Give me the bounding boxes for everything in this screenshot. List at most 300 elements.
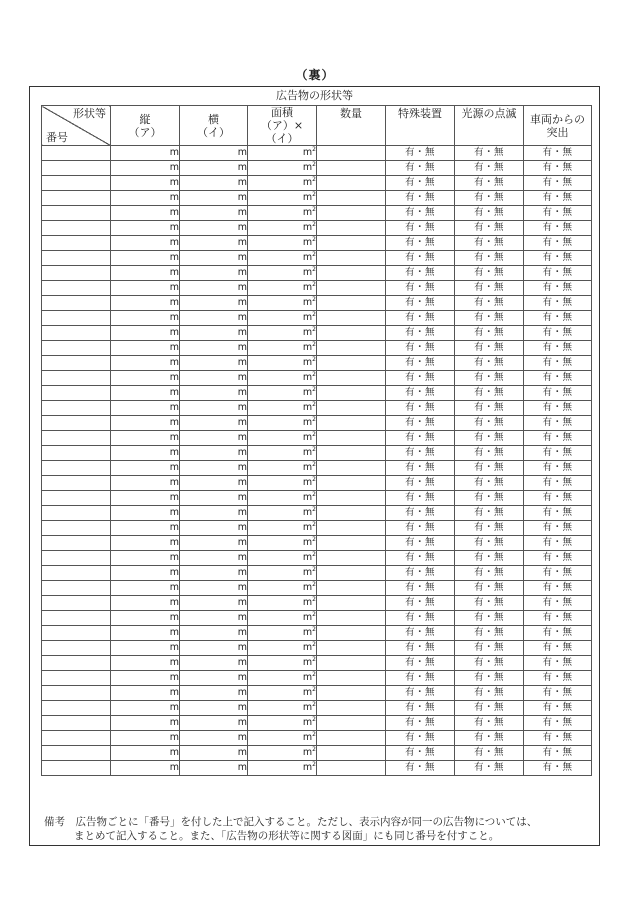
- number-cell[interactable]: [42, 611, 111, 626]
- light-blinking-choice[interactable]: [455, 506, 524, 521]
- light-blinking-choice[interactable]: [455, 266, 524, 281]
- special-device-choice[interactable]: [386, 341, 455, 356]
- area-cell[interactable]: [248, 491, 317, 506]
- height-cell[interactable]: [111, 581, 180, 596]
- vehicle-projection-choice[interactable]: [524, 236, 592, 251]
- height-cell[interactable]: [111, 401, 180, 416]
- special-device-choice[interactable]: [386, 161, 455, 176]
- vehicle-projection-choice[interactable]: [524, 731, 592, 746]
- area-cell[interactable]: [248, 521, 317, 536]
- vehicle-projection-choice[interactable]: [524, 401, 592, 416]
- special-device-choice[interactable]: [386, 326, 455, 341]
- width-cell[interactable]: [180, 506, 248, 521]
- quantity-cell[interactable]: [317, 251, 386, 266]
- light-blinking-choice[interactable]: [455, 671, 524, 686]
- vehicle-projection-choice[interactable]: [524, 176, 592, 191]
- special-device-choice[interactable]: [386, 476, 455, 491]
- special-device-choice[interactable]: [386, 566, 455, 581]
- width-cell[interactable]: [180, 761, 248, 776]
- light-blinking-choice[interactable]: [455, 596, 524, 611]
- area-cell[interactable]: [248, 266, 317, 281]
- light-blinking-choice[interactable]: [455, 641, 524, 656]
- width-cell[interactable]: [180, 386, 248, 401]
- width-cell[interactable]: [180, 236, 248, 251]
- height-cell[interactable]: [111, 341, 180, 356]
- number-cell[interactable]: [42, 686, 111, 701]
- width-cell[interactable]: [180, 461, 248, 476]
- number-cell[interactable]: [42, 341, 111, 356]
- area-cell[interactable]: [248, 176, 317, 191]
- width-cell[interactable]: [180, 311, 248, 326]
- light-blinking-choice[interactable]: [455, 581, 524, 596]
- special-device-choice[interactable]: [386, 656, 455, 671]
- number-cell[interactable]: [42, 491, 111, 506]
- special-device-choice[interactable]: [386, 536, 455, 551]
- width-cell[interactable]: [180, 551, 248, 566]
- height-cell[interactable]: [111, 566, 180, 581]
- special-device-choice[interactable]: [386, 611, 455, 626]
- height-cell[interactable]: [111, 446, 180, 461]
- vehicle-projection-choice[interactable]: [524, 311, 592, 326]
- quantity-cell[interactable]: [317, 266, 386, 281]
- quantity-cell[interactable]: [317, 341, 386, 356]
- number-cell[interactable]: [42, 206, 111, 221]
- height-cell[interactable]: [111, 551, 180, 566]
- special-device-choice[interactable]: [386, 521, 455, 536]
- width-cell[interactable]: [180, 326, 248, 341]
- width-cell[interactable]: [180, 296, 248, 311]
- area-cell[interactable]: [248, 371, 317, 386]
- width-cell[interactable]: [180, 281, 248, 296]
- number-cell[interactable]: [42, 431, 111, 446]
- vehicle-projection-choice[interactable]: [524, 596, 592, 611]
- width-cell[interactable]: [180, 626, 248, 641]
- area-cell[interactable]: [248, 326, 317, 341]
- vehicle-projection-choice[interactable]: [524, 611, 592, 626]
- special-device-choice[interactable]: [386, 281, 455, 296]
- vehicle-projection-choice[interactable]: [524, 296, 592, 311]
- vehicle-projection-choice[interactable]: [524, 626, 592, 641]
- number-cell[interactable]: [42, 221, 111, 236]
- number-cell[interactable]: [42, 311, 111, 326]
- width-cell[interactable]: [180, 701, 248, 716]
- vehicle-projection-choice[interactable]: [524, 536, 592, 551]
- vehicle-projection-choice[interactable]: [524, 191, 592, 206]
- width-cell[interactable]: [180, 581, 248, 596]
- height-cell[interactable]: [111, 761, 180, 776]
- vehicle-projection-choice[interactable]: [524, 371, 592, 386]
- light-blinking-choice[interactable]: [455, 206, 524, 221]
- area-cell[interactable]: [248, 236, 317, 251]
- special-device-choice[interactable]: [386, 596, 455, 611]
- light-blinking-choice[interactable]: [455, 176, 524, 191]
- height-cell[interactable]: [111, 296, 180, 311]
- width-cell[interactable]: [180, 671, 248, 686]
- area-cell[interactable]: [248, 446, 317, 461]
- number-cell[interactable]: [42, 626, 111, 641]
- number-cell[interactable]: [42, 176, 111, 191]
- quantity-cell[interactable]: [317, 221, 386, 236]
- quantity-cell[interactable]: [317, 656, 386, 671]
- light-blinking-choice[interactable]: [455, 251, 524, 266]
- light-blinking-choice[interactable]: [455, 281, 524, 296]
- area-cell[interactable]: [248, 416, 317, 431]
- area-cell[interactable]: [248, 296, 317, 311]
- vehicle-projection-choice[interactable]: [524, 461, 592, 476]
- quantity-cell[interactable]: [317, 401, 386, 416]
- number-cell[interactable]: [42, 551, 111, 566]
- height-cell[interactable]: [111, 266, 180, 281]
- width-cell[interactable]: [180, 266, 248, 281]
- area-cell[interactable]: [248, 611, 317, 626]
- width-cell[interactable]: [180, 251, 248, 266]
- number-cell[interactable]: [42, 476, 111, 491]
- quantity-cell[interactable]: [317, 581, 386, 596]
- vehicle-projection-choice[interactable]: [524, 251, 592, 266]
- number-cell[interactable]: [42, 641, 111, 656]
- quantity-cell[interactable]: [317, 566, 386, 581]
- light-blinking-choice[interactable]: [455, 476, 524, 491]
- vehicle-projection-choice[interactable]: [524, 431, 592, 446]
- area-cell[interactable]: [248, 746, 317, 761]
- width-cell[interactable]: [180, 146, 248, 161]
- light-blinking-choice[interactable]: [455, 236, 524, 251]
- height-cell[interactable]: [111, 701, 180, 716]
- height-cell[interactable]: [111, 161, 180, 176]
- height-cell[interactable]: [111, 251, 180, 266]
- vehicle-projection-choice[interactable]: [524, 341, 592, 356]
- height-cell[interactable]: [111, 611, 180, 626]
- special-device-choice[interactable]: [386, 401, 455, 416]
- quantity-cell[interactable]: [317, 326, 386, 341]
- quantity-cell[interactable]: [317, 701, 386, 716]
- height-cell[interactable]: [111, 221, 180, 236]
- special-device-choice[interactable]: [386, 641, 455, 656]
- number-cell[interactable]: [42, 236, 111, 251]
- special-device-choice[interactable]: [386, 236, 455, 251]
- special-device-choice[interactable]: [386, 731, 455, 746]
- height-cell[interactable]: [111, 746, 180, 761]
- quantity-cell[interactable]: [317, 416, 386, 431]
- special-device-choice[interactable]: [386, 461, 455, 476]
- area-cell[interactable]: [248, 536, 317, 551]
- vehicle-projection-choice[interactable]: [524, 356, 592, 371]
- quantity-cell[interactable]: [317, 176, 386, 191]
- number-cell[interactable]: [42, 461, 111, 476]
- height-cell[interactable]: [111, 281, 180, 296]
- number-cell[interactable]: [42, 386, 111, 401]
- light-blinking-choice[interactable]: [455, 401, 524, 416]
- light-blinking-choice[interactable]: [455, 356, 524, 371]
- height-cell[interactable]: [111, 371, 180, 386]
- number-cell[interactable]: [42, 671, 111, 686]
- light-blinking-choice[interactable]: [455, 161, 524, 176]
- light-blinking-choice[interactable]: [455, 761, 524, 776]
- light-blinking-choice[interactable]: [455, 716, 524, 731]
- light-blinking-choice[interactable]: [455, 191, 524, 206]
- vehicle-projection-choice[interactable]: [524, 566, 592, 581]
- height-cell[interactable]: [111, 716, 180, 731]
- area-cell[interactable]: [248, 626, 317, 641]
- special-device-choice[interactable]: [386, 266, 455, 281]
- area-cell[interactable]: [248, 251, 317, 266]
- height-cell[interactable]: [111, 521, 180, 536]
- height-cell[interactable]: [111, 311, 180, 326]
- special-device-choice[interactable]: [386, 371, 455, 386]
- number-cell[interactable]: [42, 266, 111, 281]
- height-cell[interactable]: [111, 191, 180, 206]
- area-cell[interactable]: [248, 311, 317, 326]
- area-cell[interactable]: [248, 566, 317, 581]
- quantity-cell[interactable]: [317, 161, 386, 176]
- height-cell[interactable]: [111, 731, 180, 746]
- number-cell[interactable]: [42, 566, 111, 581]
- number-cell[interactable]: [42, 161, 111, 176]
- vehicle-projection-choice[interactable]: [524, 701, 592, 716]
- vehicle-projection-choice[interactable]: [524, 281, 592, 296]
- width-cell[interactable]: [180, 686, 248, 701]
- vehicle-projection-choice[interactable]: [524, 506, 592, 521]
- area-cell[interactable]: [248, 356, 317, 371]
- vehicle-projection-choice[interactable]: [524, 326, 592, 341]
- width-cell[interactable]: [180, 656, 248, 671]
- width-cell[interactable]: [180, 221, 248, 236]
- width-cell[interactable]: [180, 611, 248, 626]
- number-cell[interactable]: [42, 716, 111, 731]
- vehicle-projection-choice[interactable]: [524, 206, 592, 221]
- special-device-choice[interactable]: [386, 506, 455, 521]
- light-blinking-choice[interactable]: [455, 656, 524, 671]
- vehicle-projection-choice[interactable]: [524, 491, 592, 506]
- special-device-choice[interactable]: [386, 296, 455, 311]
- vehicle-projection-choice[interactable]: [524, 671, 592, 686]
- quantity-cell[interactable]: [317, 596, 386, 611]
- light-blinking-choice[interactable]: [455, 296, 524, 311]
- width-cell[interactable]: [180, 191, 248, 206]
- special-device-choice[interactable]: [386, 146, 455, 161]
- area-cell[interactable]: [248, 656, 317, 671]
- quantity-cell[interactable]: [317, 446, 386, 461]
- vehicle-projection-choice[interactable]: [524, 761, 592, 776]
- vehicle-projection-choice[interactable]: [524, 476, 592, 491]
- width-cell[interactable]: [180, 746, 248, 761]
- vehicle-projection-choice[interactable]: [524, 146, 592, 161]
- light-blinking-choice[interactable]: [455, 611, 524, 626]
- area-cell[interactable]: [248, 431, 317, 446]
- special-device-choice[interactable]: [386, 356, 455, 371]
- height-cell[interactable]: [111, 656, 180, 671]
- quantity-cell[interactable]: [317, 521, 386, 536]
- area-cell[interactable]: [248, 506, 317, 521]
- light-blinking-choice[interactable]: [455, 221, 524, 236]
- vehicle-projection-choice[interactable]: [524, 656, 592, 671]
- quantity-cell[interactable]: [317, 236, 386, 251]
- area-cell[interactable]: [248, 161, 317, 176]
- light-blinking-choice[interactable]: [455, 146, 524, 161]
- area-cell[interactable]: [248, 221, 317, 236]
- width-cell[interactable]: [180, 521, 248, 536]
- special-device-choice[interactable]: [386, 206, 455, 221]
- special-device-choice[interactable]: [386, 221, 455, 236]
- special-device-choice[interactable]: [386, 386, 455, 401]
- area-cell[interactable]: [248, 476, 317, 491]
- area-cell[interactable]: [248, 686, 317, 701]
- light-blinking-choice[interactable]: [455, 731, 524, 746]
- number-cell[interactable]: [42, 746, 111, 761]
- vehicle-projection-choice[interactable]: [524, 551, 592, 566]
- number-cell[interactable]: [42, 446, 111, 461]
- special-device-choice[interactable]: [386, 761, 455, 776]
- special-device-choice[interactable]: [386, 716, 455, 731]
- width-cell[interactable]: [180, 206, 248, 221]
- light-blinking-choice[interactable]: [455, 686, 524, 701]
- width-cell[interactable]: [180, 341, 248, 356]
- quantity-cell[interactable]: [317, 626, 386, 641]
- height-cell[interactable]: [111, 146, 180, 161]
- height-cell[interactable]: [111, 476, 180, 491]
- area-cell[interactable]: [248, 581, 317, 596]
- special-device-choice[interactable]: [386, 581, 455, 596]
- width-cell[interactable]: [180, 446, 248, 461]
- number-cell[interactable]: [42, 326, 111, 341]
- vehicle-projection-choice[interactable]: [524, 416, 592, 431]
- number-cell[interactable]: [42, 296, 111, 311]
- light-blinking-choice[interactable]: [455, 566, 524, 581]
- quantity-cell[interactable]: [317, 386, 386, 401]
- height-cell[interactable]: [111, 641, 180, 656]
- height-cell[interactable]: [111, 236, 180, 251]
- area-cell[interactable]: [248, 386, 317, 401]
- area-cell[interactable]: [248, 146, 317, 161]
- special-device-choice[interactable]: [386, 551, 455, 566]
- special-device-choice[interactable]: [386, 311, 455, 326]
- height-cell[interactable]: [111, 356, 180, 371]
- quantity-cell[interactable]: [317, 746, 386, 761]
- height-cell[interactable]: [111, 626, 180, 641]
- number-cell[interactable]: [42, 701, 111, 716]
- quantity-cell[interactable]: [317, 311, 386, 326]
- light-blinking-choice[interactable]: [455, 311, 524, 326]
- vehicle-projection-choice[interactable]: [524, 266, 592, 281]
- number-cell[interactable]: [42, 251, 111, 266]
- number-cell[interactable]: [42, 581, 111, 596]
- area-cell[interactable]: [248, 401, 317, 416]
- quantity-cell[interactable]: [317, 146, 386, 161]
- special-device-choice[interactable]: [386, 251, 455, 266]
- number-cell[interactable]: [42, 356, 111, 371]
- area-cell[interactable]: [248, 551, 317, 566]
- number-cell[interactable]: [42, 731, 111, 746]
- light-blinking-choice[interactable]: [455, 491, 524, 506]
- light-blinking-choice[interactable]: [455, 326, 524, 341]
- area-cell[interactable]: [248, 341, 317, 356]
- width-cell[interactable]: [180, 416, 248, 431]
- light-blinking-choice[interactable]: [455, 431, 524, 446]
- height-cell[interactable]: [111, 326, 180, 341]
- number-cell[interactable]: [42, 761, 111, 776]
- height-cell[interactable]: [111, 386, 180, 401]
- height-cell[interactable]: [111, 461, 180, 476]
- vehicle-projection-choice[interactable]: [524, 161, 592, 176]
- width-cell[interactable]: [180, 476, 248, 491]
- area-cell[interactable]: [248, 761, 317, 776]
- width-cell[interactable]: [180, 161, 248, 176]
- vehicle-projection-choice[interactable]: [524, 641, 592, 656]
- width-cell[interactable]: [180, 356, 248, 371]
- area-cell[interactable]: [248, 701, 317, 716]
- number-cell[interactable]: [42, 596, 111, 611]
- area-cell[interactable]: [248, 671, 317, 686]
- vehicle-projection-choice[interactable]: [524, 446, 592, 461]
- special-device-choice[interactable]: [386, 446, 455, 461]
- quantity-cell[interactable]: [317, 281, 386, 296]
- width-cell[interactable]: [180, 371, 248, 386]
- special-device-choice[interactable]: [386, 671, 455, 686]
- width-cell[interactable]: [180, 596, 248, 611]
- number-cell[interactable]: [42, 146, 111, 161]
- special-device-choice[interactable]: [386, 176, 455, 191]
- quantity-cell[interactable]: [317, 296, 386, 311]
- number-cell[interactable]: [42, 536, 111, 551]
- light-blinking-choice[interactable]: [455, 536, 524, 551]
- number-cell[interactable]: [42, 656, 111, 671]
- area-cell[interactable]: [248, 731, 317, 746]
- number-cell[interactable]: [42, 371, 111, 386]
- height-cell[interactable]: [111, 671, 180, 686]
- special-device-choice[interactable]: [386, 686, 455, 701]
- height-cell[interactable]: [111, 176, 180, 191]
- quantity-cell[interactable]: [317, 356, 386, 371]
- quantity-cell[interactable]: [317, 611, 386, 626]
- quantity-cell[interactable]: [317, 476, 386, 491]
- number-cell[interactable]: [42, 401, 111, 416]
- quantity-cell[interactable]: [317, 371, 386, 386]
- height-cell[interactable]: [111, 416, 180, 431]
- height-cell[interactable]: [111, 506, 180, 521]
- quantity-cell[interactable]: [317, 551, 386, 566]
- number-cell[interactable]: [42, 506, 111, 521]
- light-blinking-choice[interactable]: [455, 746, 524, 761]
- width-cell[interactable]: [180, 641, 248, 656]
- height-cell[interactable]: [111, 491, 180, 506]
- vehicle-projection-choice[interactable]: [524, 581, 592, 596]
- vehicle-projection-choice[interactable]: [524, 386, 592, 401]
- area-cell[interactable]: [248, 716, 317, 731]
- quantity-cell[interactable]: [317, 641, 386, 656]
- special-device-choice[interactable]: [386, 701, 455, 716]
- light-blinking-choice[interactable]: [455, 371, 524, 386]
- quantity-cell[interactable]: [317, 461, 386, 476]
- height-cell[interactable]: [111, 536, 180, 551]
- light-blinking-choice[interactable]: [455, 626, 524, 641]
- light-blinking-choice[interactable]: [455, 416, 524, 431]
- width-cell[interactable]: [180, 566, 248, 581]
- vehicle-projection-choice[interactable]: [524, 521, 592, 536]
- quantity-cell[interactable]: [317, 191, 386, 206]
- quantity-cell[interactable]: [317, 491, 386, 506]
- width-cell[interactable]: [180, 536, 248, 551]
- width-cell[interactable]: [180, 401, 248, 416]
- vehicle-projection-choice[interactable]: [524, 746, 592, 761]
- light-blinking-choice[interactable]: [455, 386, 524, 401]
- light-blinking-choice[interactable]: [455, 341, 524, 356]
- area-cell[interactable]: [248, 281, 317, 296]
- light-blinking-choice[interactable]: [455, 446, 524, 461]
- quantity-cell[interactable]: [317, 206, 386, 221]
- quantity-cell[interactable]: [317, 686, 386, 701]
- area-cell[interactable]: [248, 206, 317, 221]
- vehicle-projection-choice[interactable]: [524, 686, 592, 701]
